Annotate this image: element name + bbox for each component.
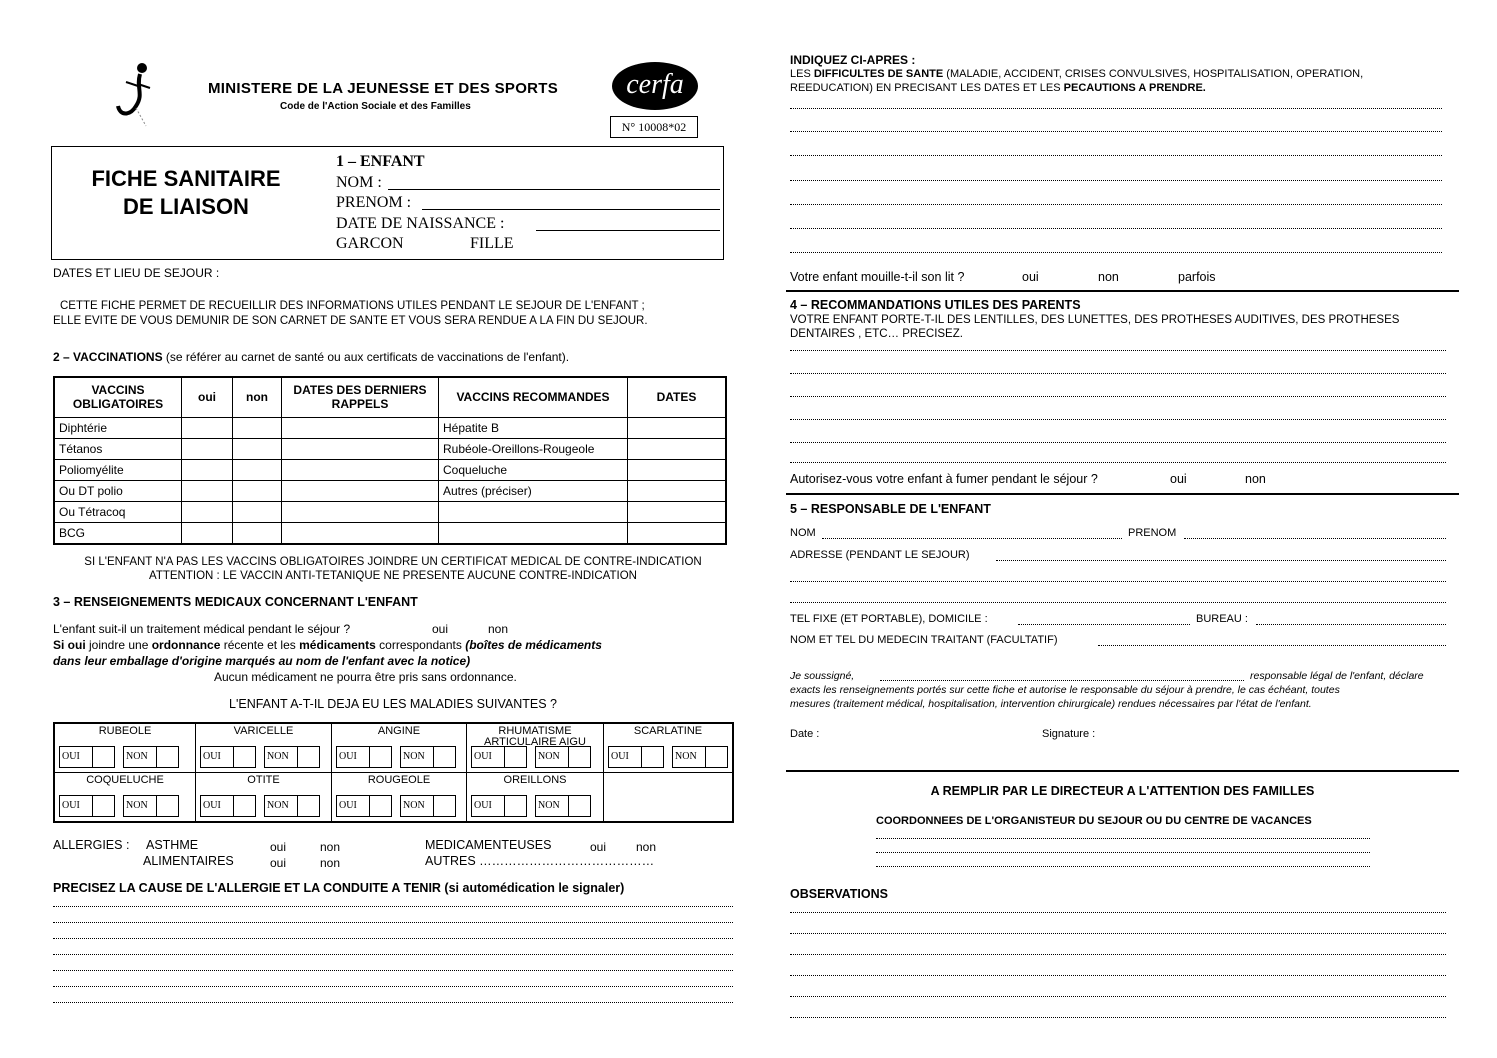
maladie-otite — [196, 773, 332, 823]
nom-field[interactable] — [388, 189, 720, 190]
non-checkbox[interactable] — [400, 746, 456, 768]
col-vaccins-recommandes: VACCINS RECOMMANDES — [439, 377, 628, 417]
si-oui: Si oui — [53, 638, 86, 652]
medicamenteuses-non[interactable]: non — [636, 840, 657, 854]
observations-title: OBSERVATIONS — [790, 887, 888, 901]
joindre-text: joindre une — [85, 638, 152, 652]
non-cell[interactable] — [233, 459, 282, 480]
difficultes-line2 — [790, 82, 1206, 94]
reco-line[interactable] — [790, 419, 1446, 420]
observations-line[interactable] — [790, 912, 1446, 913]
maladie-rhumatisme — [467, 723, 604, 773]
col-dates: DATES — [628, 377, 727, 417]
reco-line[interactable] — [790, 442, 1446, 443]
maladie-label: OTITE — [247, 774, 280, 786]
allergie-line[interactable] — [53, 922, 733, 923]
date-rappel-cell[interactable] — [282, 438, 439, 459]
table-row — [54, 522, 726, 544]
date-naissance-field[interactable] — [536, 230, 720, 231]
medecin-field[interactable] — [1098, 645, 1446, 646]
observations-line[interactable] — [790, 975, 1446, 976]
tel-bureau-field[interactable] — [1256, 624, 1446, 625]
medical-title: 3 – RENSEIGNEMENTS MEDICAUX CONCERNANT L'ENFANT — [53, 595, 418, 609]
asthme-label: ASTHME — [146, 838, 199, 852]
vaccin-obligatoire: Ou DT polio — [54, 480, 182, 501]
alimentaires-label: ALIMENTAIRES — [143, 854, 234, 868]
non-label: NON — [536, 747, 569, 767]
difficultes-line1 — [790, 68, 1363, 80]
responsable-title: 5 – RESPONSABLE DE L'ENFANT — [790, 502, 991, 516]
decl-line3: mesures (traitement médical, hospitalisation, intervention chirurgicale) rendues nécessaires par l'état de l'enfant. — [790, 698, 1312, 710]
divider — [786, 770, 1459, 772]
oui-checkbox[interactable] — [200, 746, 256, 768]
non-label: NON — [124, 796, 157, 816]
aucun-medicament-line: Aucun médicament ne pourra être pris sans ordonnance. — [214, 670, 517, 684]
vaccinations-title: 2 – VACCINATIONS — [53, 350, 163, 364]
oui-label: OUI — [472, 796, 505, 816]
indiquez-title: INDIQUEZ CI-APRES : — [790, 53, 916, 67]
maladie-label: OREILLONS — [503, 774, 567, 786]
oui-label: OUI — [337, 796, 370, 816]
medicaments-text: médicaments — [299, 638, 376, 652]
directeur-title: A REMPLIR PAR LE DIRECTEUR A L'ATTENTION DES FAMILLES — [930, 784, 1315, 798]
maladie-coqueluche — [54, 773, 196, 823]
non-checkbox[interactable] — [264, 795, 320, 817]
garcon-option[interactable]: GARCON — [336, 235, 404, 252]
recente-text: récente et les — [220, 638, 300, 652]
oui-label: OUI — [60, 747, 93, 767]
table-row — [54, 417, 726, 438]
oui-checkbox[interactable] — [200, 795, 256, 817]
difficultes-line[interactable] — [790, 204, 1442, 205]
date-cell[interactable] — [628, 522, 727, 544]
vaccin-note1: SI L'ENFANT N'A PAS LES VACCINS OBLIGATOIRES JOINDRE UN CERTIFICAT MEDICAL DE CONTRE-INDICATION — [84, 556, 702, 568]
precisez-title: PRECISEZ LA CAUSE DE L'ALLERGIE ET LA CONDUITE A TENIR — [53, 881, 441, 895]
observations-line[interactable] — [790, 954, 1446, 955]
vaccin-recommande — [439, 501, 628, 522]
oui-cell[interactable] — [182, 480, 233, 501]
precisez-sub: (si automédication le signaler) — [440, 881, 625, 895]
oui-checkbox[interactable] — [471, 746, 527, 768]
date-rappel-cell[interactable] — [282, 501, 439, 522]
maladies-table — [53, 722, 734, 823]
date-rappel-cell[interactable] — [282, 459, 439, 480]
date-naissance-label: DATE DE NAISSANCE : — [336, 215, 505, 232]
oui-checkbox[interactable] — [59, 795, 115, 817]
reco-line[interactable] — [790, 396, 1446, 397]
section-enfant: 1 – ENFANT — [336, 153, 425, 170]
maladie-label: RUBEOLE — [98, 725, 152, 737]
difficultes-sante: DIFFICULTES DE SANTE — [813, 68, 944, 80]
oui-checkbox[interactable] — [336, 746, 392, 768]
ministry-logo — [110, 58, 158, 130]
col-dates-rappels: DATES DES DERNIERS RAPPELS — [282, 377, 439, 417]
oui-checkbox[interactable] — [471, 795, 527, 817]
date-cell[interactable] — [628, 438, 727, 459]
allergie-line[interactable] — [53, 986, 733, 987]
date-rappel-cell[interactable] — [282, 417, 439, 438]
allergies-label: ALLERGIES : — [53, 838, 130, 852]
asthme-oui[interactable]: oui — [270, 840, 287, 854]
reco-line2: DENTAIRES , ETC… PRECISEZ. — [790, 328, 963, 340]
date-label: Date : — [790, 728, 820, 740]
traitement-oui[interactable]: oui — [432, 622, 449, 636]
non-label: NON — [265, 796, 298, 816]
observations-line[interactable] — [790, 1017, 1446, 1018]
difficultes-line[interactable] — [790, 108, 1442, 109]
emballage-line: dans leur emballage d'origine marqués au nom de l'enfant avec la notice) — [53, 654, 471, 668]
table-row — [54, 480, 726, 501]
traitement-question: L'enfant suit-il un traitement médical pendant le séjour ? — [53, 622, 351, 636]
oui-cell[interactable] — [182, 438, 233, 459]
non-checkbox[interactable] — [264, 746, 320, 768]
maladie-label: RHUMATISME ARTICULAIRE AIGU — [484, 725, 586, 748]
decl-soussigne: Je soussigné, — [790, 670, 855, 682]
maladie-scarlatine — [604, 723, 734, 773]
resp-nom-label: NOM — [790, 527, 816, 539]
difficultes-line[interactable] — [790, 252, 1442, 253]
vaccinations-subtitle: (se référer au carnet de santé ou aux certificats de vaccinations de l'enfant). — [162, 350, 570, 364]
precisez-heading — [53, 881, 624, 895]
non-label: NON — [673, 747, 706, 767]
coordonnees-label: COORDONNEES DE L'ORGANISTEUR DU SEJOUR OU DU CENTRE DE VACANCES — [876, 815, 1312, 827]
ministry-title: MINISTERE DE LA JEUNESSE ET DES SPORTS — [208, 80, 559, 97]
table-row — [54, 501, 726, 522]
ordonnance-text: ordonnance — [151, 638, 221, 652]
vaccin-recommande: Autres (préciser) — [439, 480, 628, 501]
medecin-label: NOM ET TEL DU MEDECIN TRAITANT (FACULTATIF) — [790, 634, 1058, 646]
boites-text: (boîtes de médicaments — [465, 638, 602, 652]
date-cell[interactable] — [628, 480, 727, 501]
tel-label: TEL FIXE (ET PORTABLE), DOMICILE : — [790, 613, 988, 625]
date-cell[interactable] — [628, 501, 727, 522]
coordonnees-line[interactable] — [876, 852, 1370, 853]
vaccin-obligatoire: Tétanos — [54, 438, 182, 459]
difficultes-line[interactable] — [790, 228, 1442, 229]
cerfa-number: N° 10008*02 — [610, 116, 698, 138]
difficultes-line[interactable] — [790, 180, 1442, 181]
cerfa-logo: cerfa — [612, 62, 698, 110]
decl-line2: exacts les renseignements portés sur cette fiche et autorise le responsable du séjour à prendre, le cas échéant, toutes — [790, 684, 1340, 696]
maladie-varicelle — [196, 723, 332, 773]
precautions-text: PECAUTIONS A PRENDRE. — [1063, 82, 1206, 94]
vaccin-recommande: Hépatite B — [439, 417, 628, 438]
alimentaires-oui[interactable]: oui — [270, 856, 287, 870]
signature-label: Signature : — [1042, 728, 1096, 740]
adresse-field[interactable] — [996, 560, 1446, 561]
allergie-line[interactable] — [53, 938, 733, 939]
maladie-angine — [332, 723, 467, 773]
maladie-label: ANGINE — [377, 725, 421, 737]
date-cell[interactable] — [628, 459, 727, 480]
vaccinations-heading — [53, 350, 569, 364]
reco-title: 4 – RECOMMANDATIONS UTILES DES PARENTS — [790, 298, 1081, 312]
divider — [786, 290, 1459, 292]
non-checkbox[interactable] — [672, 746, 728, 768]
difficultes-line[interactable] — [790, 155, 1442, 156]
difficultes-detail: (MALADIE, ACCIDENT, CRISES CONVULSIVES, HOSPITALISATION, OPERATION, — [943, 68, 1364, 80]
allergie-line[interactable] — [53, 1002, 733, 1003]
soussigne-field[interactable] — [880, 680, 1244, 681]
resp-prenom-label: PRENOM — [1128, 527, 1177, 539]
maladie-empty-cell — [604, 773, 734, 823]
allergie-line[interactable] — [53, 970, 733, 971]
date-rappel-cell[interactable] — [282, 480, 439, 501]
autres-label: AUTRES …………………………………… — [425, 854, 655, 868]
oui-label: OUI — [337, 747, 370, 767]
oui-cell[interactable] — [182, 459, 233, 480]
date-rappel-cell[interactable] — [282, 522, 439, 544]
col-vaccins-obligatoires: VACCINS OBLIGATOIRES — [54, 377, 182, 417]
vaccin-recommande: Coqueluche — [439, 459, 628, 480]
vaccin-obligatoire: Poliomyélite — [54, 459, 182, 480]
reco-line[interactable] — [790, 350, 1446, 351]
mouille-question: Votre enfant mouille-t-il son lit ? — [790, 270, 965, 284]
observations-line[interactable] — [790, 996, 1446, 997]
alimentaires-non[interactable]: non — [320, 856, 341, 870]
form-title-line1: FICHE SANITAIRE — [91, 166, 281, 191]
reco-line[interactable] — [790, 462, 1446, 463]
maladie-label: ROUGEOLE — [367, 774, 431, 786]
fumer-question: Autorisez-vous votre enfant à fumer pendant le séjour ? — [790, 472, 1098, 486]
non-cell[interactable] — [233, 501, 282, 522]
prenom-field[interactable] — [422, 209, 720, 210]
reco-line1: VOTRE ENFANT PORTE-T-IL DES LENTILLES, DES LUNETTES, DES PROTHESES AUDITIVES, DES PROTHESES — [790, 314, 1400, 326]
nom-label: NOM : — [336, 174, 382, 191]
resp-prenom-field[interactable] — [1184, 538, 1446, 539]
vaccin-obligatoire: BCG — [54, 522, 182, 544]
les-text: LES — [790, 68, 814, 80]
correspondants-text: correspondants — [375, 638, 466, 652]
oui-checkbox[interactable] — [336, 795, 392, 817]
difficultes-line[interactable] — [790, 131, 1442, 132]
non-checkbox[interactable] — [535, 746, 591, 768]
vaccin-obligatoire: Diphtérie — [54, 417, 182, 438]
asthme-non[interactable]: non — [320, 840, 341, 854]
vaccinations-table — [53, 376, 727, 545]
non-label: NON — [265, 747, 298, 767]
intro-line1: CETTE FICHE PERMET DE RECUEILLIR DES INFORMATIONS UTILES PENDANT LE SEJOUR DE L'ENFANT ; — [60, 300, 645, 312]
allergie-line[interactable] — [53, 906, 733, 907]
non-checkbox[interactable] — [123, 795, 179, 817]
oui-label: OUI — [201, 747, 234, 767]
traitement-non[interactable]: non — [488, 622, 509, 636]
non-label: NON — [536, 796, 569, 816]
non-cell[interactable] — [233, 417, 282, 438]
adresse-field[interactable] — [790, 602, 1446, 603]
prenom-label: PRENOM : — [336, 194, 412, 211]
non-cell[interactable] — [233, 522, 282, 544]
reeducation-text: REEDUCATION) EN PRECISANT LES DATES ET LES — [790, 82, 1064, 94]
date-cell[interactable] — [628, 417, 727, 438]
fumer-oui[interactable]: oui — [1170, 472, 1187, 486]
reco-line[interactable] — [790, 373, 1446, 374]
medicamenteuses-oui[interactable]: oui — [590, 840, 607, 854]
adresse-field[interactable] — [790, 581, 1446, 582]
maladie-label: SCARLATINE — [633, 725, 703, 737]
non-checkbox[interactable] — [123, 746, 179, 768]
ordonnance-line — [53, 638, 602, 652]
vaccin-note2: ATTENTION : LE VACCIN ANTI-TETANIQUE NE PRESENTE AUCUNE CONTRE-INDICATION — [149, 570, 637, 582]
maladie-label: VARICELLE — [233, 725, 294, 737]
maladies-title: L'ENFANT A-T-IL DEJA EU LES MALADIES SUIVANTES ? — [229, 697, 557, 711]
mouille-oui[interactable]: oui — [1022, 270, 1039, 284]
divider — [786, 493, 1459, 495]
tel-domicile-field[interactable] — [1018, 624, 1190, 625]
oui-checkbox[interactable] — [608, 746, 664, 768]
intro-line2: ELLE EVITE DE VOUS DEMUNIR DE SON CARNET DE SANTE ET VOUS SERA RENDUE A LA FIN DU SEJOUR. — [53, 315, 648, 327]
vaccin-obligatoire: Ou Tétracoq — [54, 501, 182, 522]
code-label: Code de l'Action Sociale et des Familles — [280, 101, 471, 112]
non-checkbox[interactable] — [535, 795, 591, 817]
table-row — [54, 438, 726, 459]
oui-cell[interactable] — [182, 501, 233, 522]
oui-label: OUI — [472, 747, 505, 767]
resp-nom-field[interactable] — [822, 538, 1122, 539]
oui-cell[interactable] — [182, 522, 233, 544]
fille-option[interactable]: FILLE — [470, 235, 514, 252]
vaccin-recommande — [439, 522, 628, 544]
dates-lieu-label: DATES ET LIEU DE SEJOUR : — [53, 266, 220, 280]
maladie-rubeole — [54, 723, 196, 773]
maladie-oreillons — [467, 773, 604, 823]
oui-checkbox[interactable] — [59, 746, 115, 768]
non-checkbox[interactable] — [400, 795, 456, 817]
bureau-label: BUREAU : — [1196, 613, 1248, 625]
form-title-line2: DE LIAISON — [123, 194, 249, 219]
oui-label: OUI — [60, 796, 93, 816]
non-label: NON — [401, 747, 434, 767]
adresse-label: ADRESSE (PENDANT LE SEJOUR) — [790, 549, 970, 561]
col-non: non — [233, 377, 282, 417]
oui-cell[interactable] — [182, 417, 233, 438]
non-label: NON — [401, 796, 434, 816]
coordonnees-line[interactable] — [876, 838, 1370, 839]
col-oui: oui — [182, 377, 233, 417]
medicamenteuses-label: MEDICAMENTEUSES — [425, 838, 552, 852]
maladie-label: COQUELUCHE — [86, 774, 164, 786]
fumer-non[interactable]: non — [1245, 472, 1266, 486]
oui-label: OUI — [609, 747, 642, 767]
mouille-non[interactable]: non — [1098, 270, 1119, 284]
allergie-line[interactable] — [53, 954, 733, 955]
non-cell[interactable] — [233, 480, 282, 501]
oui-label: OUI — [201, 796, 234, 816]
coordonnees-line[interactable] — [876, 866, 1370, 867]
maladie-rougeole — [332, 773, 467, 823]
observations-line[interactable] — [790, 933, 1446, 934]
decl-responsable: responsable légal de l'enfant, déclare — [1250, 670, 1424, 682]
vaccin-recommande: Rubéole-Oreillons-Rougeole — [439, 438, 628, 459]
non-label: NON — [124, 747, 157, 767]
non-cell[interactable] — [233, 438, 282, 459]
table-row — [54, 459, 726, 480]
mouille-parfois[interactable]: parfois — [1178, 270, 1216, 284]
